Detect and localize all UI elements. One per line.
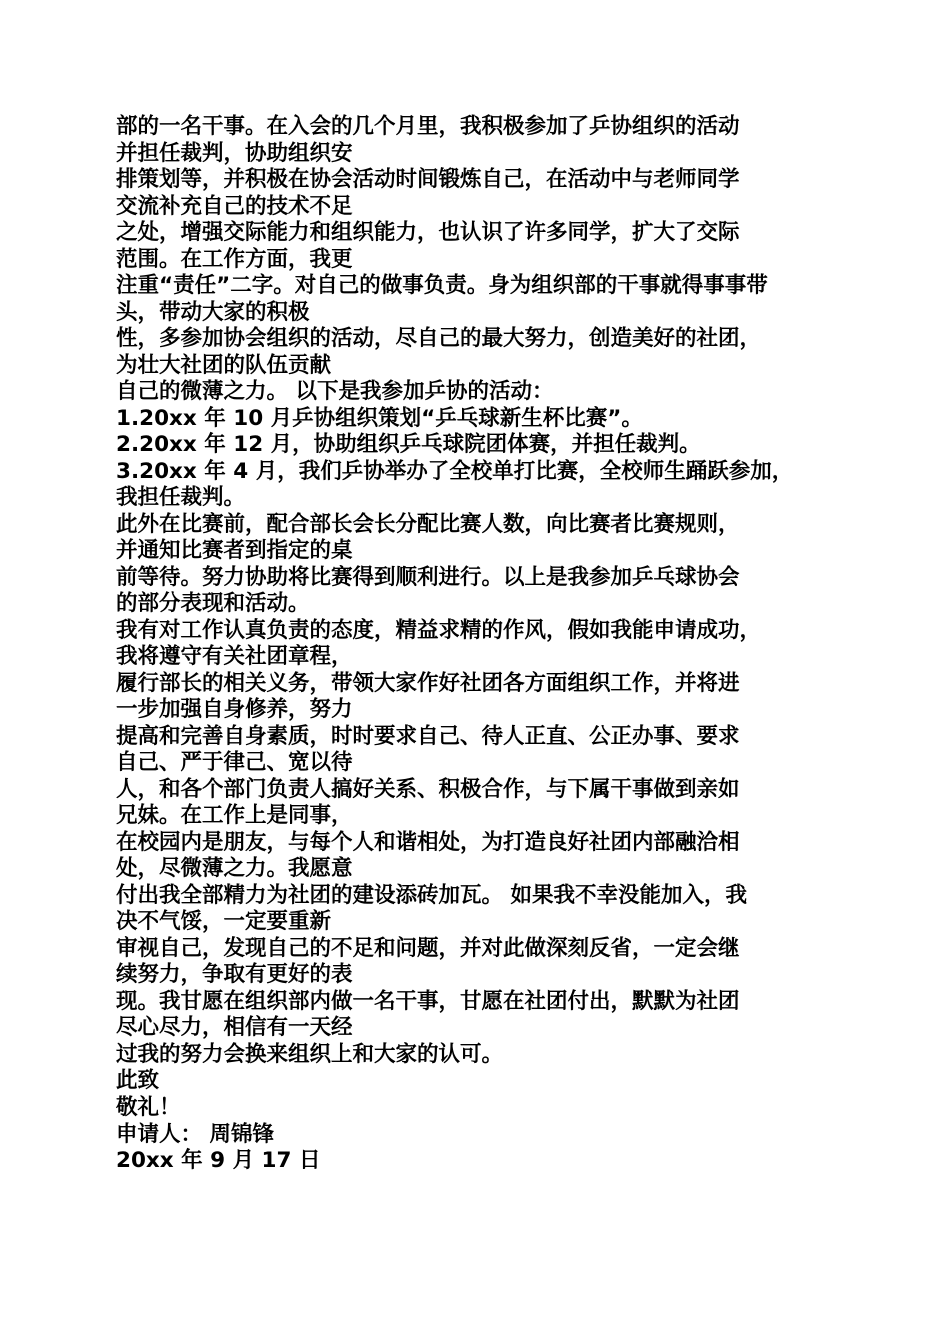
- body-line: 性，多参加协会组织的活动，尽自己的最大努力，创造美好的社团，: [116, 326, 762, 351]
- body-line: 范围。在工作方面，我更: [116, 246, 353, 272]
- body-line: 交流补充自己的技术不足: [116, 193, 353, 219]
- body-line: 我有对工作认真负责的态度，精益求精的作风，假如我能申请成功，: [116, 617, 762, 643]
- body-line: 人，和各个部门负责人搞好关系、积极合作，与下属干事做到亲如: [116, 776, 740, 802]
- body-line: 提高和完善自身素质，时时要求自己、待人正直、公正办事、要求: [116, 723, 740, 749]
- body-line: 此外在比赛前，配合部长会长分配比赛人数，向比赛者比赛规则，: [116, 511, 740, 537]
- body-line: 处，尽微薄之力。我愿意: [116, 856, 353, 881]
- closing-text: 此致: [116, 1068, 160, 1093]
- activity-item-1: 1.20xx 年 10 月乒协组织策划“乒乓球新生杯比赛”。: [116, 405, 643, 431]
- letter-date: 20xx 年 9 月 17 日: [116, 1148, 321, 1174]
- body-line: 注重“责任”二字。对自己的做事负责。身为组织部的干事就得事事带: [116, 273, 768, 298]
- body-line: 过我的努力会换来组织上和大家的认可。: [116, 1041, 504, 1067]
- body-line: 履行部长的相关义务，带领大家作好社团各方面组织工作，并将进: [116, 670, 740, 696]
- body-line: 之处，增强交际能力和组织能力，也认识了许多同学，扩大了交际: [116, 220, 740, 245]
- body-line: 现。我甘愿在组织部内做一名干事，甘愿在社团付出，默默为社团: [116, 988, 740, 1014]
- body-line: 的部分表现和活动。: [116, 591, 310, 616]
- body-line: 并通知比赛者到指定的桌: [116, 538, 353, 563]
- body-line: 自己、严于律己、宽以待: [116, 750, 353, 775]
- body-line: 部的一名干事。在入会的几个月里，我积极参加了乒协组织的活动: [116, 114, 740, 139]
- body-line: 并担任裁判，协助组织安: [116, 140, 353, 166]
- body-line: 审视自己，发现自己的不足和问题，并对此做深刻反省，一定会继: [116, 935, 740, 961]
- body-line: 在校园内是朋友，与每个人和谐相处，为打造良好社团内部融洽相: [116, 829, 740, 855]
- activity-item-3: 3.20xx 年 4 月，我们乒协举办了全校单打比赛，全校师生踊跃参加，: [116, 458, 794, 484]
- salutation-text: 敬礼！: [116, 1094, 181, 1120]
- body-line: 决不气馁，一定要重新: [116, 909, 332, 934]
- body-line: 前等待。努力协助将比赛得到顺利进行。以上是我参加乒乓球协会: [116, 564, 740, 590]
- application-letter-body: [116, 114, 836, 1175]
- body-line: 付出我全部精力为社团的建设添砖加瓦。 如果我不幸没能加入，我: [116, 882, 747, 908]
- body-line: 尽心尽力，相信有一天经: [116, 1015, 353, 1040]
- body-line: 自己的微薄之力。 以下是我参加乒协的活动：: [116, 379, 554, 404]
- body-line: 头，带动大家的积极: [116, 299, 310, 325]
- body-line: 为壮大社团的队伍贡献: [116, 352, 332, 378]
- body-line: 续努力，争取有更好的表: [116, 962, 353, 987]
- body-line: 我担任裁判。: [116, 485, 246, 510]
- activity-item-2: 2.20xx 年 12 月，协助组织乒乓球院团体赛，并担任裁判。: [116, 432, 701, 457]
- body-line: 兄妹。在工作上是同事，: [116, 803, 353, 828]
- body-line: 我将遵守有关社团章程，: [116, 644, 353, 669]
- applicant-signature: 申请人： 周锦锋: [116, 1121, 274, 1147]
- body-line: 排策划等，并积极在协会活动时间锻炼自己，在活动中与老师同学: [116, 167, 740, 192]
- body-line: 一步加强自身修养，努力: [116, 697, 353, 722]
